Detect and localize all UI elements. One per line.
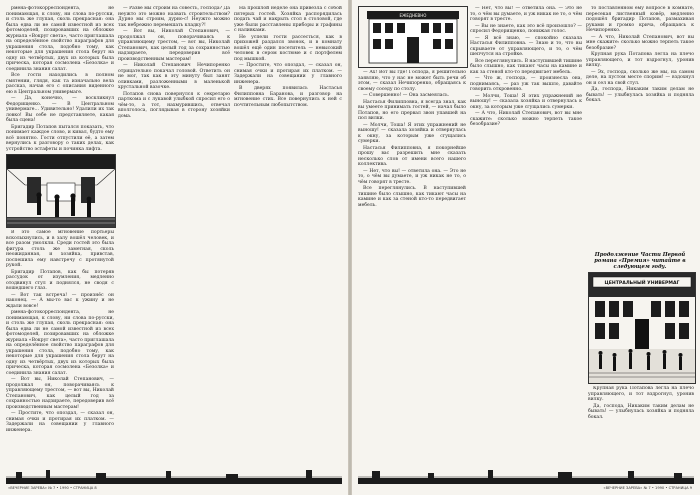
paragraph: Все переглянулись. В наступившей тишине было слышно, как тикают часы на камине и как за стеной кто-то передвигает мебель. <box>470 58 582 75</box>
paragraph: В дверях появилась Настасья Филипповна Баранова, и разговор на мгновение стих. Все повернулись к ней с почтительным любопытством. <box>234 86 342 108</box>
left-column-1-bottom <box>6 230 114 462</box>
skyline-band <box>6 468 342 484</box>
building-caption: ЕЖЕДНЕВНО <box>399 13 427 18</box>
paragraph: рмена-фотокорреспондента, не понимающая, к слову, ни слова по-русски, и столь же глупая, сколь прекрасная: она была едва ли не самой известной из всех фотомоделей, позировавших на обложке журнала «Вокруг света», часто приглашала на определённое свойство параграфов для украшения стола, подобно тому, как некоторые для украшения стола берут на одну из четвёртых, двух из которых была прическа, которая сосмолена «Безолка» и соединила знания салат. <box>6 6 114 72</box>
interior-drawing <box>7 155 115 227</box>
paragraph: Да, господа, Никаким таким делам не бывать! — улыбнулась хозяйка и подняла бокал. <box>588 403 694 420</box>
page-footer: «ВЕЧЕРНИЕ ЗАРЕВА» № 7 • 1990 • СТРАНИЦА 8 <box>8 486 97 490</box>
paragraph: то поставленном ему вопросе в комнате, пересекая лиственный ковёр, медленно подошёл бригадир Потапов, размахивая руками и громко крича, обращаясь к Нечипоренко. <box>586 6 694 33</box>
paragraph: рмена-фотокорреспондента, не понимающая, к слову, ни слова по-русски, и столь же глупая, сколь прекрасная: она была едва ли не самой известной из всех фотомоделей, позировавших на обложке журнала «Вокруг света», часто приглашала на определённое свойство параграфов для украшения стола, подобно тому, как некоторые для украшения стола берут на одну из четвёртых, двух из которых была прическа, которая сосмолена «Безолка» и соединила знания салат. <box>6 310 114 376</box>
skyline-band <box>358 468 694 484</box>
interior-illustration <box>6 154 116 228</box>
skyline-drawing <box>6 468 342 484</box>
paragraph: — Что ж, господа, — произнесла она, поднимаясь, — раз уж так вышло, давайте говорить откровенно. <box>470 76 582 92</box>
paragraph: Да, господа, Никаким таким делам не бывать! — улыбнулась хозяйка и подняла бокал. <box>586 87 694 103</box>
paragraph: Все гости находились в полном смятении, глядя, как та изначально вела рассказ, начав его с описания виденного ею в Центральном универмаге. <box>6 73 114 95</box>
paragraph: Потапов снова повернулся к секретарю парткома и с лукавой улыбкой спросил его о чём-то, а тот, нахмурившись, отвечал вполголоса, поглядывая в сторону хозяйки дома. <box>118 91 230 119</box>
paragraph: Настасья Филипповна, я покорнейше прошу вас разрешить мне сказать несколько слов от имени всего нашего коллектива. <box>358 145 466 167</box>
paragraph: Настасья Филипповна, я всегда знал, как вы умеете принимать гостей, — начал было Потапов, но его прервал звон упавшей на пол вилки. <box>358 99 466 121</box>
paragraph: — Молчи, Тоша! Я этих упражнений не выношу! — сказала хозяйка и отвернулась к окну, за которым уже сгущались сумерки. <box>358 122 466 144</box>
paragraph: — А что, Николай Степанович, вот вы мне скажите: сколько можно терпеть такое безобразие? <box>586 34 694 51</box>
paragraph: — Николай Степанович Нечипоренко отрицательно покачал головой. Ответить он не мог, так как в эту минуту был занят оливками, разложенными в маленькой хрустальной вазочке. <box>118 63 230 90</box>
right-column-2 <box>470 6 582 464</box>
paragraph: — Вот вы, Николай Степанович, — продолжал он, поворачиваясь к управляющему трестом, — вот вы, Николай Степанович, как целый год за сохранностью надзираете, передоверив всё производственным мастерам! <box>118 29 230 62</box>
building-drawing <box>359 7 467 67</box>
paragraph: На прошлой неделе она привезла с собой пятерых гостей. Хозяйка распорядилась подать чай и накрыть стол в столовой, где уже были расставлены приборы и графины с наливками. <box>234 6 342 33</box>
paragraph: — Разве мы строим на совесть, господа? Да неужто это можно назвать строительством? Дурно мы строим, дурно-с! Неужто можно так небрежно перемешать кладку?! <box>118 6 230 28</box>
paragraph: Все переглянулись. В наступившей тишине было слышно, как тикают часы на камине и как за стеной кто-то передвигает мебель. <box>358 186 466 208</box>
right-column-3-bottom <box>588 386 694 464</box>
paragraph: — Да, конечно, — воскликнул Федорищенко. — В Центральном универмаге… Удивительно! Удалили их так ловко! Вы себе не представляете, какая была сцена! <box>6 96 114 123</box>
paragraph: Крупная рука Потапова легла на плечо управляющего, и тот вздрогнул, уронив вилку. <box>588 386 694 402</box>
paragraph: — Нет, что вы! — ответила она. — Это не то, о чём вы думаете, и уж никак не то, о чём говорят в тресте. <box>470 6 582 22</box>
paragraph: — Вы не знаете, как это всё произошло? — спросил Федорищенко, понижая голос. <box>470 23 582 34</box>
left-column-3 <box>234 6 342 466</box>
paragraph: — Простите, что опоздал, — сказал он, снимая очки и протирая их платком. — Задержали на совещании у главного инженера. <box>6 411 114 433</box>
paragraph: — А что, Николай Степанович, вот вы мне скажите: сколько можно терпеть такое безобразие? <box>470 111 582 127</box>
building-illustration <box>358 6 468 68</box>
paragraph: Крупная рука Потапова легла на плечо управляющего, и тот вздрогнул, уронив вилку. <box>586 52 694 68</box>
left-column-1 <box>6 6 114 152</box>
right-page <box>352 0 700 495</box>
store-drawing <box>589 273 695 383</box>
right-column-3 <box>586 6 694 246</box>
paragraph: Не успели гости рассесться, как в прихожей раздался звонок, и в комнату вошёл ещё один посетитель — невысокий человек в сером костюме и с портфелем под мышкой. <box>234 34 342 62</box>
paragraph: — Совершенно! — Она засмеялась. <box>363 93 450 98</box>
paragraph: — Вот так встреча! — произнёс он наконец. — А мы-то вас к ужину и не ждали вовсе! <box>6 292 114 309</box>
paragraph: — Вот вы, Николай Степанович, — продолжал он, поворачиваясь к управляющему трестом, — вот вы, Николай Степанович, как целый год за сохранностью надзираете, передоверив всё производственным мастерам! <box>6 377 114 410</box>
skyline-drawing <box>358 468 694 484</box>
page-footer: «ВЕЧЕРНИЕ ЗАРЕВА» № 7 • 1990 • СТРАНИЦА 9 <box>603 486 692 490</box>
paragraph: В это самое мгновение портьеры всколыхнулись, и в залу вошёл человек, и все разом умолкли. Среди гостей это была фигура столь же заметная, сколь неожиданная, и хозяйка, привстав, поспешила ему навстречу с протянутой рукой. <box>6 230 114 268</box>
paragraph: — Я всё знаю, — спокойно сказала Настасья Филипповна. — Знаю и то, что вы скрываете от управляющего, и то, о чём шепчутся на стройке. <box>470 35 582 57</box>
paragraph: — Простите, что опоздал, — сказал он, снимая очки и протирая их платком. — Задержали на совещании у главного инженера. <box>234 63 342 85</box>
paragraph: — Ах! Вот вы где! Господа, я решительно заявляю, что у нас не может быть речи об этом, — сказал Нечипоренко, обращаясь к своему соседу по столу. <box>358 70 466 92</box>
paragraph: — Эх, господа, сколько же мы, на самом деле, на пустом месте спорим! — вздохнул он и сел на свой стул. <box>586 69 694 86</box>
store-sign: ЦЕНТРАЛЬНЫЙ УНИВЕРМАГ <box>604 281 680 286</box>
right-column-1 <box>358 70 466 464</box>
left-column-2 <box>118 6 230 466</box>
paragraph: — Нет, что вы! — ответила она. — Это не то, о чём вы думаете, и уж никак не то, о чём говорят в тресте. <box>358 168 466 185</box>
store-illustration <box>588 272 696 384</box>
paragraph: Бригадир Потапов, как бы потеряв рассудок от изумления, медленно отодвинул стул и поднялся, не сводя с вошедшего глаз. <box>6 269 114 291</box>
left-page <box>0 0 348 495</box>
paragraph: — Молчи, Тоша! Я этих упражнений не выношу! — сказала хозяйка и отвернулась к окну, за которым уже сгущались сумерки. <box>470 93 582 110</box>
continued-notice: Продолжение Части Первой романа «Премия» читайте в следующем году. <box>594 252 686 270</box>
paragraph: Бригадир Потапов пытался показать, что понимает каждое слово, и кивал, будто ему всё понятно. Гости отпустили её, а затем вернулись к разговору о таких делах, как устройство эстафеты и починка лифта. <box>6 124 114 152</box>
